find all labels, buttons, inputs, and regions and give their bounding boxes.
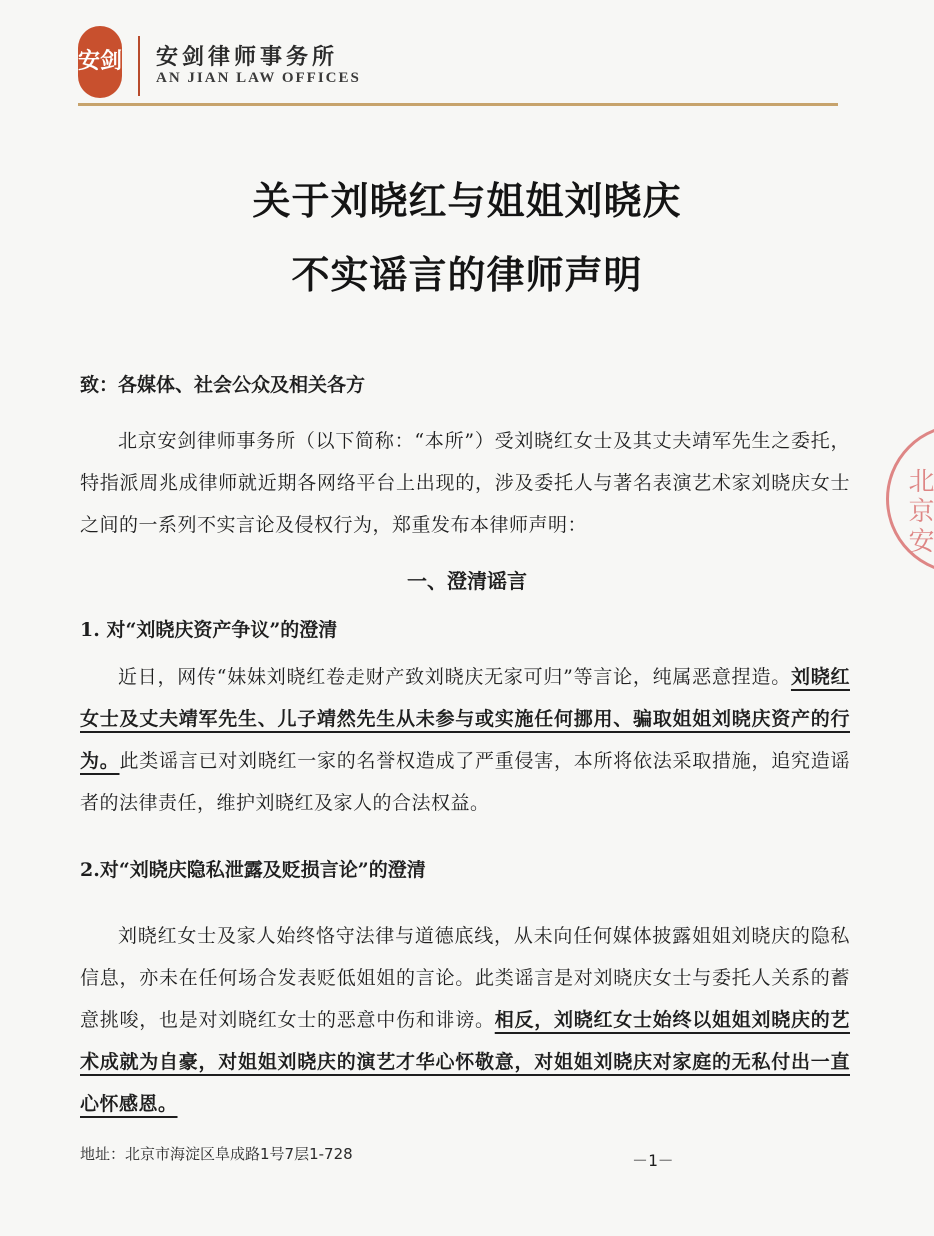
official-seal-stamp — [886, 424, 934, 574]
item2-title: 2.对“刘晓庆隐私泄露及贬损言论”的澄清 — [80, 859, 426, 881]
item1-text-a: 近日，网传“妹妹刘晓红卷走财产致刘晓庆无家可归”等言论，纯属恶意捏造。 — [118, 666, 791, 688]
document-title-line2: 不实谣言的律师声明 — [291, 253, 643, 297]
item1-title: 1. 对“刘晓庆资产争议”的澄清 — [80, 619, 338, 641]
item1-paragraph — [80, 656, 850, 824]
item2-text-a: 刘晓红女士及家人始终恪守法律与道德底线，从未向任何媒体披露姐姐刘晓庆的隐私信息，亦未在任何场合发表贬低姐姐的言论。此类谣言是对刘晓庆女士与委托人关系的蓄意挑唆，也是对刘晓红女士的恶意中伤和诽谤。 — [80, 925, 850, 1031]
addressee: 致：各媒体、社会公众及相关各方 — [80, 374, 366, 396]
firm-name-cn: 安剑律师事务所 — [156, 45, 339, 70]
section-heading: 一、澄清谣言 — [407, 569, 527, 593]
document-title-line1: 关于刘晓红与姐姐刘晓庆 — [252, 179, 682, 223]
intro-paragraph: 北京安剑律师事务所（以下简称：“本所”）受刘晓红女士及其丈夫靖军先生之委托，特指派周兆成律师就近期各网络平台上出现的，涉及委托人与著名表演艺术家刘晓庆女士之间的一系列不实言论及侵权行为，郑重发布本律师声明： — [80, 430, 850, 536]
firm-logo — [78, 26, 122, 98]
letterhead — [78, 26, 838, 106]
item2-underlined-text: 相反，刘晓红女士始终以姐姐刘晓庆的艺术成就为自豪，对姐姐刘晓庆的演艺才华心怀敬意，对姐姐刘晓庆对家庭的无私付出一直心怀感恩。 — [80, 1009, 850, 1115]
stamp-text: 北京安 — [904, 467, 934, 557]
item1-underlined-text: 刘晓红女士及丈夫靖军先生、儿子靖然先生从未参与或实施任何挪用、骗取姐姐刘晓庆资产的行为。 — [80, 666, 850, 772]
firm-name-en: AN JIAN LAW OFFICES — [156, 70, 361, 86]
item1-text-b: 此类谣言已对刘晓红一家的名誉权造成了严重侵害，本所将依法采取措施，追究造谣者的法律责任，维护刘晓红及家人的合法权益。 — [80, 750, 850, 814]
item2-paragraph — [80, 915, 850, 1125]
header-rule — [78, 103, 838, 106]
logo-divider — [138, 36, 140, 96]
firm-logo-text: 安剑 — [78, 49, 123, 74]
footer-address: 地址：北京市海淀区阜成路1号7层1-728 — [80, 1145, 353, 1163]
page-number: －1－ — [632, 1151, 674, 1170]
